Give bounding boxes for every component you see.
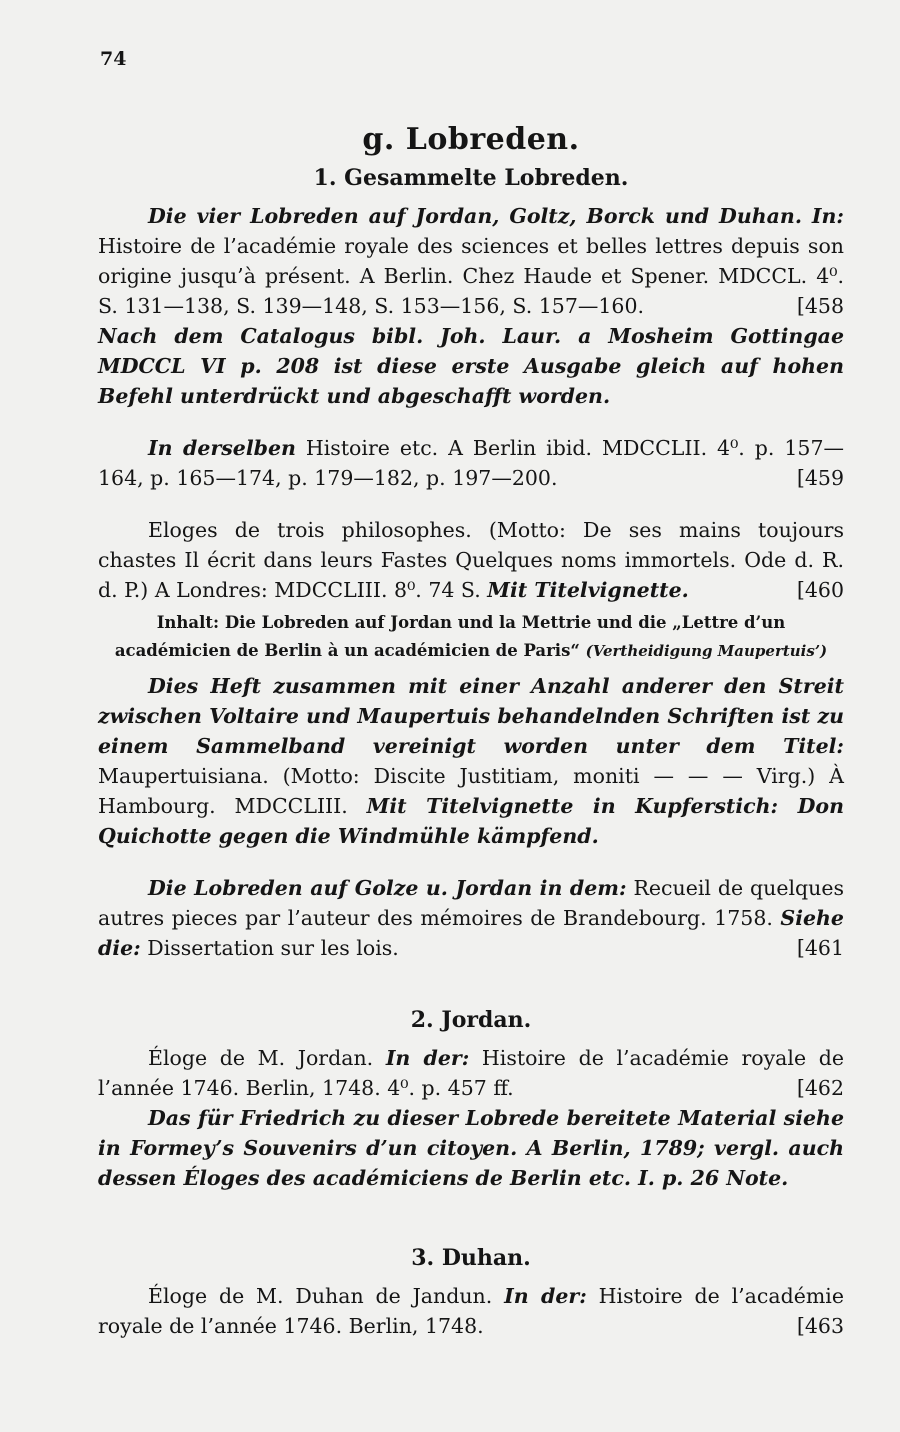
entry-460-contents-text: Inhalt: Die Lobreden auf Jordan und la Mettrie und die „Lettre d’un académicien de Berlin à un académicien de Paris“ xyxy=(114,613,786,660)
entry-459 xyxy=(98,433,844,493)
entry-461-text: Recueil de quelques autres pieces par l’auteur des mémoires de Brandebourg. 1758. xyxy=(98,876,844,930)
entry-462 xyxy=(98,1043,844,1103)
entry-458-number: [458 xyxy=(796,294,844,318)
subsection-heading-3: 3. Duhan. xyxy=(411,1245,531,1271)
entry-458-text: Histoire de l’académie royale des sciences et belles lettres depuis son origine jusqu’à présent. A Berlin. Chez Haude et Spener. MDCCL. 4⁰. S. 131—138, S. 139—148, S. 153—156, S. 157—160. xyxy=(98,234,844,318)
entry-462-in: In der: xyxy=(385,1046,470,1070)
entry-460-note-text: Maupertuisiana. (Motto: Discite Justitiam, moniti — — — Virg.) À Hambourg. MDCCLIII. xyxy=(98,764,844,818)
entry-462-note xyxy=(98,1103,844,1193)
entry-460-note-italic-2: Mit Titelvignette in Kupferstich: Don Quichotte gegen die Windmühle kämpfend. xyxy=(98,794,844,848)
entry-463-text: Éloge de M. Duhan de Jandun. xyxy=(148,1284,493,1308)
entry-460-number: [460 xyxy=(796,578,844,602)
entry-458-note xyxy=(98,321,844,411)
entry-460-contents-italic: (Vertheidigung Maupertuis’) xyxy=(585,642,828,660)
entry-461-lead: Die Lobreden auf Golze u. Jordan in dem: xyxy=(148,876,627,900)
entry-459-text: Histoire etc. A Berlin ibid. MDCCLII. 4⁰. p. 157—164, p. 165—174, p. 179—182, p. 197—200. xyxy=(98,436,844,490)
entry-460-note xyxy=(98,671,844,851)
entry-459-number: [459 xyxy=(796,466,844,490)
subsection-heading-2: 2. Jordan. xyxy=(410,1007,532,1033)
entry-459-lead: In derselben xyxy=(148,436,296,460)
entry-460-contents xyxy=(98,609,844,665)
entry-463-text-2: Histoire de l’académie royale de l’année 1746. Berlin, 1748. xyxy=(98,1284,844,1338)
entry-463-number: [463 xyxy=(796,1314,844,1338)
page-number: 74 xyxy=(100,48,127,70)
entry-461-text-2: Dissertation sur les lois. xyxy=(147,936,399,960)
entry-458-note-text: Nach dem Catalogus bibl. Joh. Laur. a Mosheim Gottingae MDCCL VI p. 208 ist diese erste Ausgabe gleich auf hohen Befehl unterdrückt und abgeschafft worden. xyxy=(98,324,844,408)
entry-461-see: Siehe die: xyxy=(98,906,844,960)
entry-462-note-text: Das für Friedrich zu dieser Lobrede bereitete Material siehe in Formey’s Souvenirs d’un citoyen. A Berlin, 1789; vergl. auch dessen Éloges des académiciens de Berlin etc. I. p. 26 Note. xyxy=(98,1106,844,1190)
entry-460-tail: Mit Titelvignette. xyxy=(487,578,689,602)
entry-463-in: In der: xyxy=(504,1284,587,1308)
entry-462-text: Éloge de M. Jordan. xyxy=(148,1046,374,1070)
entry-463 xyxy=(98,1281,844,1341)
entry-460-note-italic: Dies Heft zusammen mit einer Anzahl anderer den Streit zwischen Voltaire und Maupertuis behandelnden Schriften ist zu einem Sammelband vereinigt worden unter dem Titel: xyxy=(98,674,844,758)
entry-458 xyxy=(98,201,844,321)
entry-461-number: [461 xyxy=(796,936,844,960)
entry-458-lead: Die vier Lobreden auf Jordan, Goltz, Borck und Duhan. In: xyxy=(148,204,844,228)
entry-460-text: Eloges de trois philosophes. (Motto: De ses mains toujours chastes Il écrit dans leurs Fastes Quelques noms immortels. Ode d. R. d. P.) A Londres: MDCCLIII. 8⁰. 74 S. xyxy=(98,518,844,602)
subsection-heading-1: 1. Gesammelte Lobreden. xyxy=(313,165,629,191)
entry-461 xyxy=(98,873,844,963)
entry-460 xyxy=(98,515,844,605)
section-title: g. Lobreden. xyxy=(362,122,580,157)
entry-462-number: [462 xyxy=(796,1076,844,1100)
entry-462-text-2: Histoire de l’académie royale de l’année 1746. Berlin, 1748. 4⁰. p. 457 ff. xyxy=(98,1046,844,1100)
